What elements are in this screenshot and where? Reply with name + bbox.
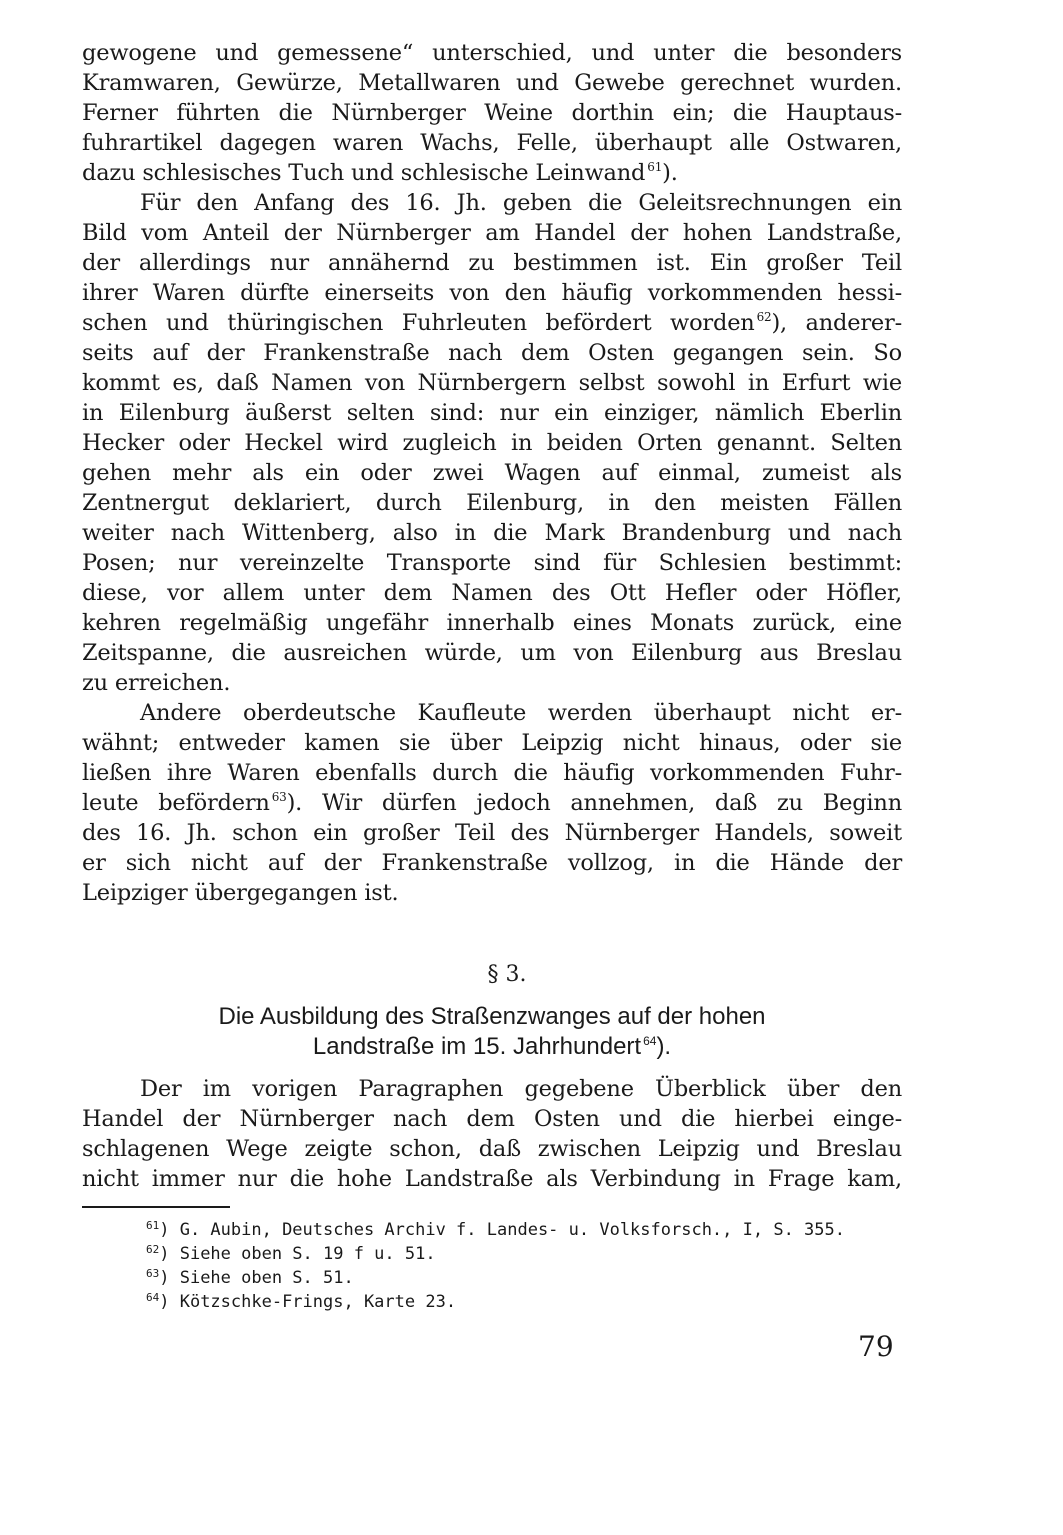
text-line: gewogene und gemessene“ unterschied, und unter die besonders (82, 40, 902, 66)
footnote-reference[interactable]: 63 (271, 790, 287, 804)
text-line: Ferner führten die Nürnberger Weine dorthin ein; die Hauptaus- (82, 100, 902, 126)
paragraph-1 (82, 38, 902, 188)
text-line: fuhrartikel dagegen waren Wachs, Felle, überhaupt alle Ostwaren, (82, 130, 902, 156)
paragraph-4 (82, 1074, 902, 1194)
footnote-text: ) Kötzschke-Frings, Karte 23. (159, 1292, 457, 1312)
heading-line (82, 1032, 902, 1062)
heading-line: Die Ausbildung des Straßenzwanges auf der hohen (218, 1003, 766, 1030)
text-line: der allerdings nur annähernd zu bestimmen ist. Ein großer Teil (82, 250, 902, 276)
text-line: Zentnergut deklariert, durch Eilenburg, in den meisten Fällen (82, 490, 902, 516)
text-line: diese, vor allem unter dem Namen des Ott Hefler oder Höfler, (82, 580, 902, 606)
text-line: Hecker oder Heckel wird zugleich in beiden Orten genannt. Selten (82, 430, 902, 456)
footnote (146, 1242, 902, 1266)
footnote-number: 63 (146, 1267, 160, 1280)
text-line (82, 158, 902, 188)
text-line: seits auf der Frankenstraße nach dem Osten gegangen sein. So (82, 340, 902, 366)
text-fragment: ). Wir dürfen jedoch annehmen, daß zu Beginn (286, 790, 902, 816)
text-fragment: ). (662, 160, 678, 186)
text-line (82, 308, 902, 338)
text-line: wähnt; entweder kamen sie über Leipzig nicht hinaus, oder sie (82, 730, 902, 756)
footnote (146, 1266, 902, 1290)
footnote-number: 62 (146, 1243, 160, 1256)
text-line: in Eilenburg äußerst selten sind: nur ein einziger, nämlich Eberlin (82, 400, 902, 426)
footnote-reference[interactable]: 64 (643, 1034, 657, 1048)
footnote (146, 1290, 902, 1314)
text-line: gehen mehr als ein oder zwei Wagen auf einmal, zumeist als (82, 460, 902, 486)
text-line: Kramwaren, Gewürze, Metallwaren und Gewebe gerechnet wurden. (82, 70, 902, 96)
text-line: Für den Anfang des 16. Jh. geben die Geleitsrechnungen ein (140, 190, 902, 216)
section-heading (82, 1002, 902, 1062)
paragraph-3 (82, 698, 902, 908)
footnote-text: ) Siehe oben S. 51. (159, 1268, 354, 1288)
footnote-text: ) G. Aubin, Deutsches Archiv f. Landes- u. Volksforsch., I, S. 355. (159, 1220, 845, 1240)
footnote-number: 61 (146, 1219, 160, 1232)
text-line: Zeitspanne, die ausreichen würde, um von Eilenburg aus Breslau (82, 640, 902, 666)
section-number: § 3. (487, 962, 527, 987)
text-line: Leipziger übergegangen ist. (82, 880, 399, 906)
footnote (146, 1218, 902, 1242)
text-line: Posen; nur vereinzelte Transporte sind für Schlesien bestimmt: (82, 550, 902, 576)
text-line (82, 788, 902, 818)
footnote-text: ) Siehe oben S. 19 f u. 51. (159, 1244, 436, 1264)
text-fragment: dazu schlesisches Tuch und schlesische Leinwand (82, 160, 646, 186)
text-fragment: Landstraße im 15. Jahrhundert (312, 1033, 642, 1060)
text-line: ließen ihre Waren ebenfalls durch die häufig vorkommenden Fuhr- (82, 760, 902, 786)
text-line: zu erreichen. (82, 670, 231, 696)
text-line: Der im vorigen Paragraphen gegebene Überblick über den (140, 1076, 902, 1102)
text-line: ihrer Waren dürfte einerseits von den häufig vorkommenden hessi- (82, 280, 902, 306)
text-fragment: ), anderer- (771, 310, 902, 336)
footnotes (82, 1218, 902, 1314)
text-line: nicht immer nur die hohe Landstraße als Verbindung in Frage kam, (82, 1166, 902, 1192)
text-fragment: schen und thüringischen Fuhrleuten befördert worden (82, 310, 755, 336)
text-line: kommt es, daß Namen von Nürnbergern selbst sowohl in Erfurt wie (82, 370, 902, 396)
paragraph-2 (82, 188, 902, 698)
page-number: 79 (858, 1330, 894, 1363)
text-fragment: leute befördern (82, 790, 270, 816)
text-line: Handel der Nürnberger nach dem Osten und die hierbei einge- (82, 1106, 902, 1132)
text-fragment: ). (656, 1033, 672, 1060)
text-line: weiter nach Wittenberg, also in die Mark Brandenburg und nach (82, 520, 902, 546)
footnote-reference[interactable]: 61 (647, 160, 663, 174)
text-line: Bild vom Anteil der Nürnberger am Handel der hohen Landstraße, (82, 220, 902, 246)
text-line: kehren regelmäßig ungefähr innerhalb eines Monats zurück, eine (82, 610, 902, 636)
footnote-number: 64 (146, 1291, 160, 1304)
footnote-separator (82, 1206, 230, 1208)
text-line: er sich nicht auf der Frankenstraße vollzog, in die Hände der (82, 850, 902, 876)
text-line: des 16. Jh. schon ein großer Teil des Nürnberger Handels, soweit (82, 820, 902, 846)
book-page (82, 38, 902, 1314)
text-line: schlagenen Wege zeigte schon, daß zwischen Leipzig und Breslau (82, 1136, 902, 1162)
footnote-reference[interactable]: 62 (756, 310, 772, 324)
text-line: Andere oberdeutsche Kaufleute werden überhaupt nicht er- (140, 700, 902, 726)
